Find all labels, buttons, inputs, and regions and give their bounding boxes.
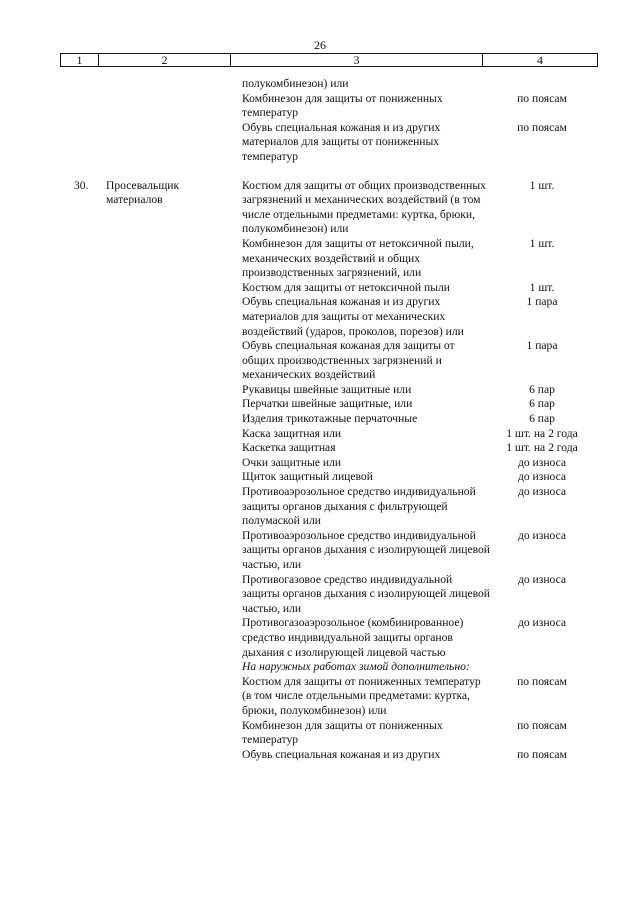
item-name: Противоаэрозольное средство индивидуальной защиты органов дыхания с фильтрующей полумаской или: [242, 485, 476, 528]
item-name: Изделия трикотажные перчаточные: [242, 412, 418, 426]
item-name: Противоаэрозольное средство индивидуальной защиты органов дыхания с изолирующей лицевой частью, или: [242, 528, 491, 571]
table-row: [0, 179, 640, 763]
list-item: [0, 281, 640, 296]
item-name: Противогазоаэрозольное (комбинированное) средство индивидуальной защиты органов дыхания с изолирующей лицевой частью: [242, 616, 464, 659]
item-name: Очки защитные или: [242, 455, 342, 469]
column-header-4: 4: [537, 53, 543, 67]
item-norm: 6 пар: [529, 412, 555, 426]
item-norm: 6 пар: [529, 397, 555, 411]
item-norm: 6 пар: [529, 382, 555, 396]
item-name: Костюм для защиты от пониженных температур (в том числе отдельными предметами: куртка, брюки, полукомбинезон) или: [242, 674, 481, 717]
column-header-row: [60, 53, 598, 67]
item-name: Костюм для защиты от нетоксичной пыли: [242, 280, 451, 294]
page-number: 26: [314, 38, 326, 52]
continuation-block: [0, 77, 640, 165]
list-item: [0, 77, 640, 92]
item-norm: до износа: [517, 616, 567, 630]
item-name: Комбинезон для защиты от пониженных температур: [242, 91, 443, 120]
item-norm: по поясам: [517, 91, 567, 105]
list-item: [0, 397, 640, 412]
item-name: Каскетка защитная: [242, 441, 336, 455]
column-header-1: 1: [61, 54, 99, 66]
item-name: Перчатки швейные защитные, или: [242, 397, 413, 411]
list-item: [0, 748, 640, 763]
item-norm: 1 шт. на 2 года: [506, 426, 578, 440]
item-norm: до износа: [517, 528, 567, 542]
item-name: Комбинезон для защиты от пониженных температур: [242, 718, 443, 747]
item-name: Обувь специальная кожаная и из других: [242, 747, 441, 761]
column-header-3: 3: [231, 54, 483, 66]
item-name: Противогазовое средство индивидуальной защиты органов дыхания с изолирующей лицевой частью, или: [242, 572, 491, 615]
item-name: Обувь специальная кожаная и из других материалов для защиты от пониженных температур: [242, 120, 441, 163]
column-header-2: 2: [99, 54, 231, 66]
list-item: [0, 412, 640, 427]
list-item: [0, 121, 640, 165]
item-name: Обувь специальная кожаная для защиты от общих производственных загрязнений и механических воздействий: [242, 339, 455, 382]
winter-work-subheading: На наружных работах зимой дополнительно:: [242, 660, 470, 674]
list-item: [0, 339, 640, 383]
list-item: [0, 237, 640, 281]
item-name: Комбинезон для защиты от нетоксичной пыли, механических воздействий и общих производственных загрязнений, или: [242, 236, 474, 280]
item-norm: 1 пара: [526, 339, 558, 353]
item-norm: по поясам: [517, 718, 567, 732]
item-name: Каска защитная или: [242, 426, 342, 440]
profession-name: Просевальщик материалов: [106, 178, 180, 207]
subheading-item: [0, 660, 640, 675]
item-name: полукомбинезон) или: [242, 77, 349, 90]
list-item: [0, 456, 640, 471]
list-item: [0, 295, 640, 339]
list-item: [0, 92, 640, 121]
item-norm: до износа: [517, 485, 567, 499]
list-item: [0, 616, 640, 660]
item-name: Костюм для защиты от общих производственных загрязнений и механических воздействий (в том числе отдельными предметами: куртка, брюки, полукомбинезон) или: [242, 178, 486, 236]
item-norm: 1 шт.: [529, 236, 555, 250]
item-norm: 1 шт.: [529, 178, 555, 192]
item-name: Щиток защитный лицевой: [242, 470, 373, 484]
item-name: Обувь специальная кожаная и из других материалов для защиты от механических воздействий (ударов, проколов, порезов) или: [242, 295, 464, 338]
list-item: [0, 675, 640, 719]
item-norm: 1 шт. на 2 года: [506, 441, 578, 455]
list-item: [0, 383, 640, 398]
list-item: [0, 441, 640, 456]
list-item: [0, 179, 640, 237]
item-norm: до износа: [517, 572, 567, 586]
item-norm: 1 пара: [526, 295, 558, 309]
list-item: [0, 427, 640, 442]
list-item: [0, 470, 640, 485]
item-norm: по поясам: [517, 120, 567, 134]
item-norm: по поясам: [517, 747, 567, 761]
list-item: [0, 719, 640, 748]
table-body: [0, 77, 640, 762]
list-item: [0, 485, 640, 529]
item-norm: 1 шт.: [529, 280, 555, 294]
item-norm: до износа: [517, 470, 567, 484]
item-norm: до износа: [517, 455, 567, 469]
row-number: 30.: [74, 178, 89, 192]
item-norm: по поясам: [517, 674, 567, 688]
list-item: [0, 529, 640, 573]
list-item: [0, 573, 640, 617]
item-name: Рукавицы швейные защитные или: [242, 382, 412, 396]
